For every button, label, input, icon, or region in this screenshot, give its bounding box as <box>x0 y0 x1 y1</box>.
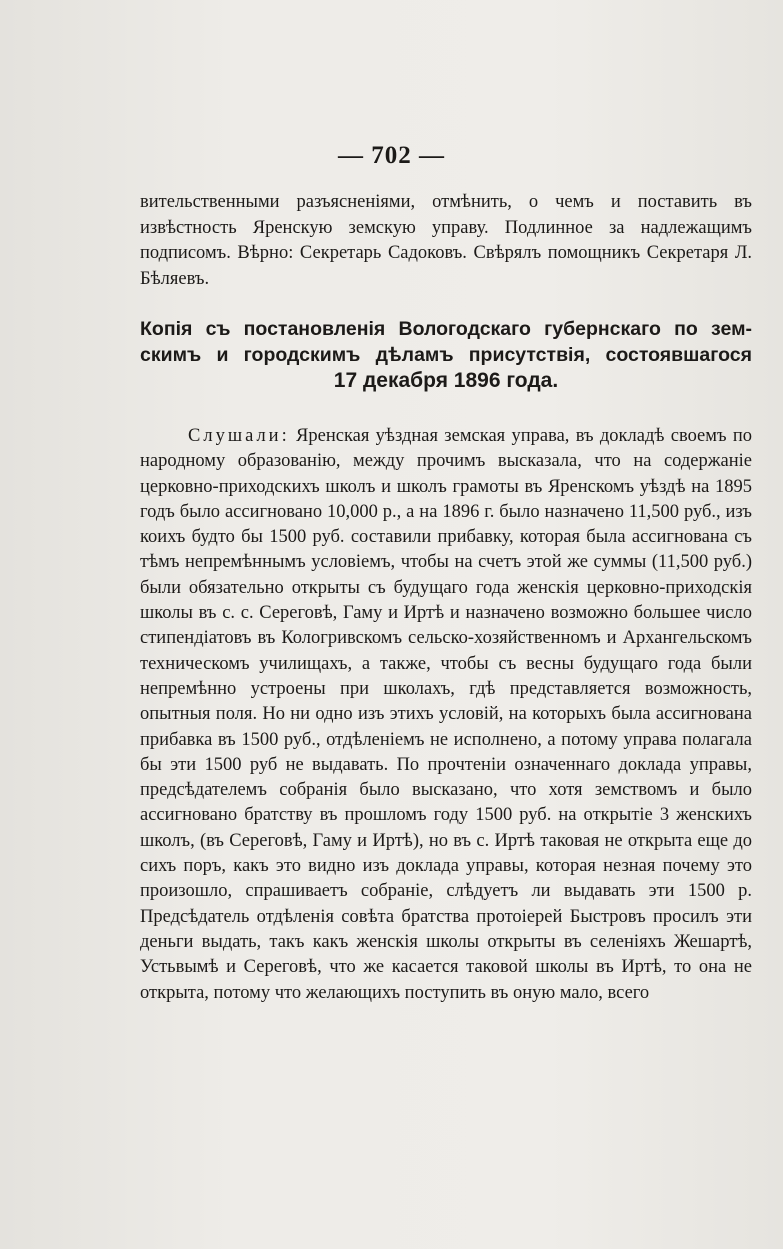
body-lead: Слушали: <box>188 426 290 446</box>
section-heading <box>140 316 752 394</box>
body-text <box>140 424 752 1006</box>
body-main-text: Яренская уѣздная земская управа, въ докладѣ своемъ по народному образованію, между прочимъ высказала, что на содержаніе церковно-приходскихъ школъ и школъ грамоты въ Яренскомъ уѣздѣ на 1895 годъ было ассигновано 10,000 р., а на 1896 г. было назначено 11,500 руб., изъ коихъ будто бы 1500 руб. составили прибавку, которая была ассигнована съ тѣмъ непремѣннымъ условіемъ, чтобы на счетъ этой же суммы (11,500 руб.) были обязательно открыты съ будущаго года женскія церковно-приходскія школы въ с. с. Сереговѣ, Гаму и Иртѣ и назначено возможно большее число стипендіатовъ въ Кологривскомъ сельско-хозяйственномъ и Архангельскомъ техническомъ училищахъ, а также, чтобы съ весны будущаго года были непремѣнно устроены при школахъ, гдѣ представляется возможность, опытныя поля. Но ни одно изъ этихъ условій, на которыхъ была ассигнована прибавка въ 1500 руб., отдѣленіемъ не исполнено, а потому управа полагала бы эти 1500 руб не выдавать. По прочтеніи означеннаго доклада управы, предсѣдателемъ собранія было высказано, что хотя земствомъ и было ассигновано братству въ прошломъ году 1500 руб. на открытіе 3 женскихъ школъ, (въ Сереговѣ, Гаму и Иртѣ), но въ с. Иртѣ таковая не открыта еще до сихъ поръ, какъ это видно изъ доклада управы, которая незная почему это произошло, спрашиваетъ собраніе, слѣдуетъ ли выдавать эти 1500 р. Предсѣдатель отдѣленія совѣта братства протоіерей Быстровъ просилъ эти деньги выдать, такъ какъ женскія школы открыты въ селеніяхъ Жешартѣ, Устьвымѣ и Сереговѣ, что же касается таковой школы въ Иртѣ, то она не открыта, потому что желающихъ поступить въ оную мало, всего <box>140 426 752 1003</box>
heading-line-1: Копія съ постановленія Вологодскаго губернскаго по зем- <box>140 318 752 340</box>
heading-line-2: скимъ и городскимъ дѣламъ присутствія, состоявшагося <box>140 344 752 366</box>
heading-line-3: 17 декабря 1896 года. <box>333 369 559 392</box>
intro-text: вительственными разъясненіями, отмѣнить, о чемъ и поставить въ извѣстность Яренскую земскую управу. Подлинное за надлежащимъ подписомъ. Вѣрно: Секретарь Садоковъ. Свѣрялъ помощникъ Секретаря Л. Бѣляевъ. <box>140 192 752 289</box>
page-content <box>140 190 752 1006</box>
page-number: — 702 — <box>338 142 445 169</box>
body-paragraph <box>140 424 752 1006</box>
intro-paragraph <box>140 190 752 292</box>
